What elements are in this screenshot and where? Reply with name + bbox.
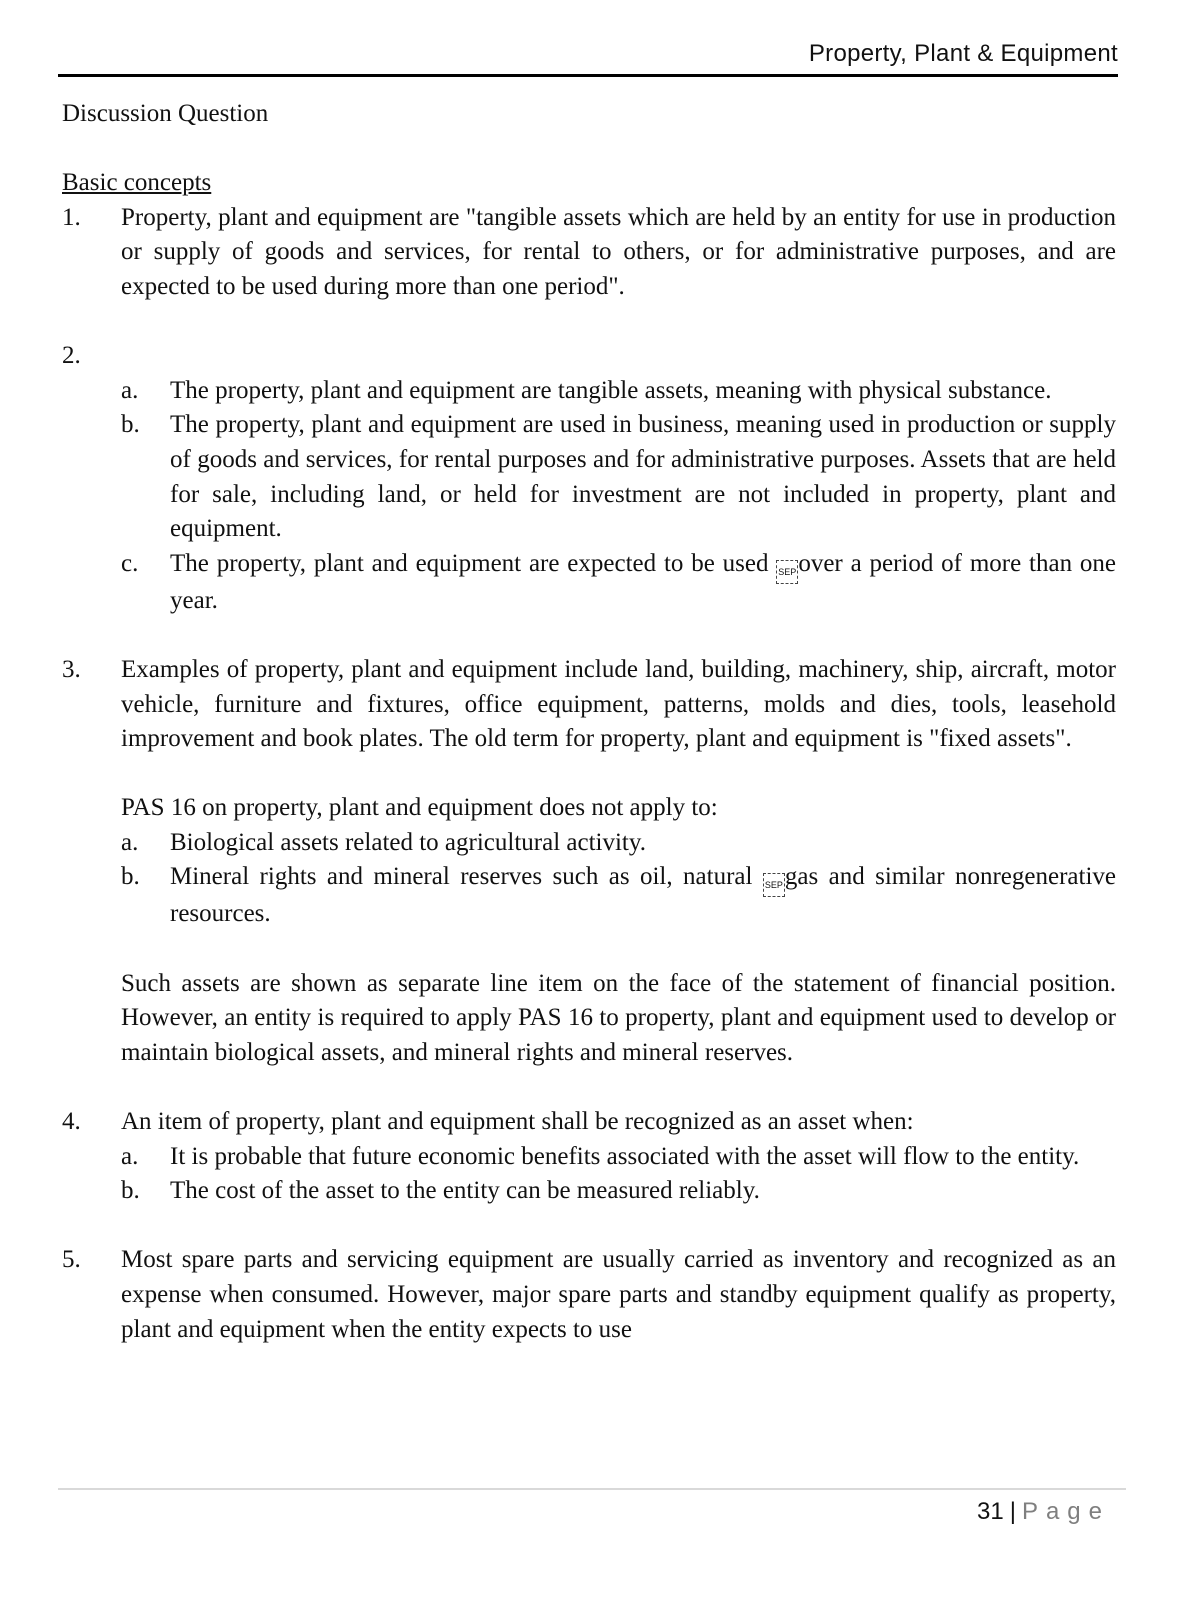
- question-4: [62, 1105, 1116, 1209]
- question-2: [62, 339, 1116, 618]
- page-footer: [977, 1498, 1110, 1526]
- footer-divider: [58, 1488, 1126, 1490]
- item-text: Examples of property, plant and equipment include land, building, machinery, ship, aircraft, motor vehicle, furniture and fixtures, office equipment, patterns, molds and dies, tools, leasehold improvement and book plates. The old term for property, plant and equipment is "fixed assets".: [121, 655, 1116, 753]
- sep-glyph-icon: SEP: [776, 560, 798, 584]
- document-body: [62, 97, 1116, 1347]
- item-text: Most spare parts and servicing equipment are usually carried as inventory and recognized as an expense when consumed. However, major spare parts and standby equipment qualify as property, plant and equipment when the entity expects to use: [121, 1246, 1116, 1343]
- sub-item-text: Mineral rights and mineral reserves such as oil, natural SEPgas and similar nonregenerative resources.: [170, 863, 1116, 928]
- sub-item-text: The property, plant and equipment are expected to be used SEPover a period of more than one year.: [170, 549, 1117, 614]
- question-5: [62, 1243, 1116, 1347]
- sub-item-letter: c.: [121, 549, 139, 577]
- sub-item-b: [121, 860, 1116, 932]
- sub-item-b: [121, 1174, 1116, 1209]
- footer-separator: |: [1009, 1498, 1016, 1525]
- sub-item-text: The cost of the asset to the entity can be measured reliably.: [170, 1177, 760, 1205]
- sub-item-letter: a.: [121, 828, 139, 856]
- sub-item-text: Biological assets related to agricultural activity.: [170, 828, 647, 856]
- sub-item-text: The property, plant and equipment are tangible assets, meaning with physical substance.: [170, 376, 1052, 404]
- sub-item-a: [121, 1140, 1116, 1175]
- basic-concepts-heading: Basic concepts: [62, 169, 212, 197]
- item-number: 1.: [62, 203, 81, 231]
- page-label: Page: [1021, 1498, 1110, 1525]
- sub-item-a: [121, 374, 1116, 409]
- item-number: 4.: [62, 1108, 81, 1136]
- item-number: 2.: [62, 342, 81, 370]
- sub-item-letter: b.: [121, 411, 140, 439]
- question-1: [62, 201, 1116, 305]
- running-header-title: Property, Plant & Equipment: [808, 40, 1118, 67]
- item-number: 3.: [62, 655, 81, 683]
- sub-item-letter: a.: [121, 1142, 139, 1170]
- sub-item-letter: a.: [121, 376, 139, 404]
- item-number: 5.: [62, 1246, 81, 1274]
- sub-item-b: [121, 408, 1116, 546]
- sub-item-text: It is probable that future economic benefits associated with the asset will flow to the entity.: [170, 1142, 1080, 1170]
- item-text: Property, plant and equipment are "tangible assets which are held by an entity for use in production or supply of goods and services, for rental to others, or for administrative purposes, and are expected to be used during more than one period".: [121, 203, 1116, 300]
- sub-item-a: [121, 826, 1116, 861]
- question-3: [62, 653, 1116, 1071]
- sub-item-letter: b.: [121, 1177, 140, 1205]
- sub-item-text: The property, plant and equipment are used in business, meaning used in production or supply of goods and services, for rental purposes and for administrative purposes. Assets that are held for sale, including land, or held for investment are not included in property, plant and equipment.: [170, 411, 1116, 543]
- header-divider: [58, 74, 1118, 77]
- closing-paragraph: Such assets are shown as separate line item on the face of the statement of financial position. However, an entity is required to apply PAS 16 to property, plant and equipment used to develop or maintain biological assets, and mineral rights and mineral reserves.: [121, 969, 1116, 1066]
- pas-16-intro: PAS 16 on property, plant and equipment does not apply to:: [121, 794, 718, 822]
- section-heading: Discussion Question: [62, 100, 269, 127]
- sep-glyph-icon: SEP: [763, 873, 785, 897]
- item-text: An item of property, plant and equipment shall be recognized as an asset when:: [121, 1108, 914, 1136]
- sub-item-letter: b.: [121, 863, 140, 891]
- sub-item-c: [121, 547, 1116, 619]
- page-number: 31: [977, 1498, 1004, 1525]
